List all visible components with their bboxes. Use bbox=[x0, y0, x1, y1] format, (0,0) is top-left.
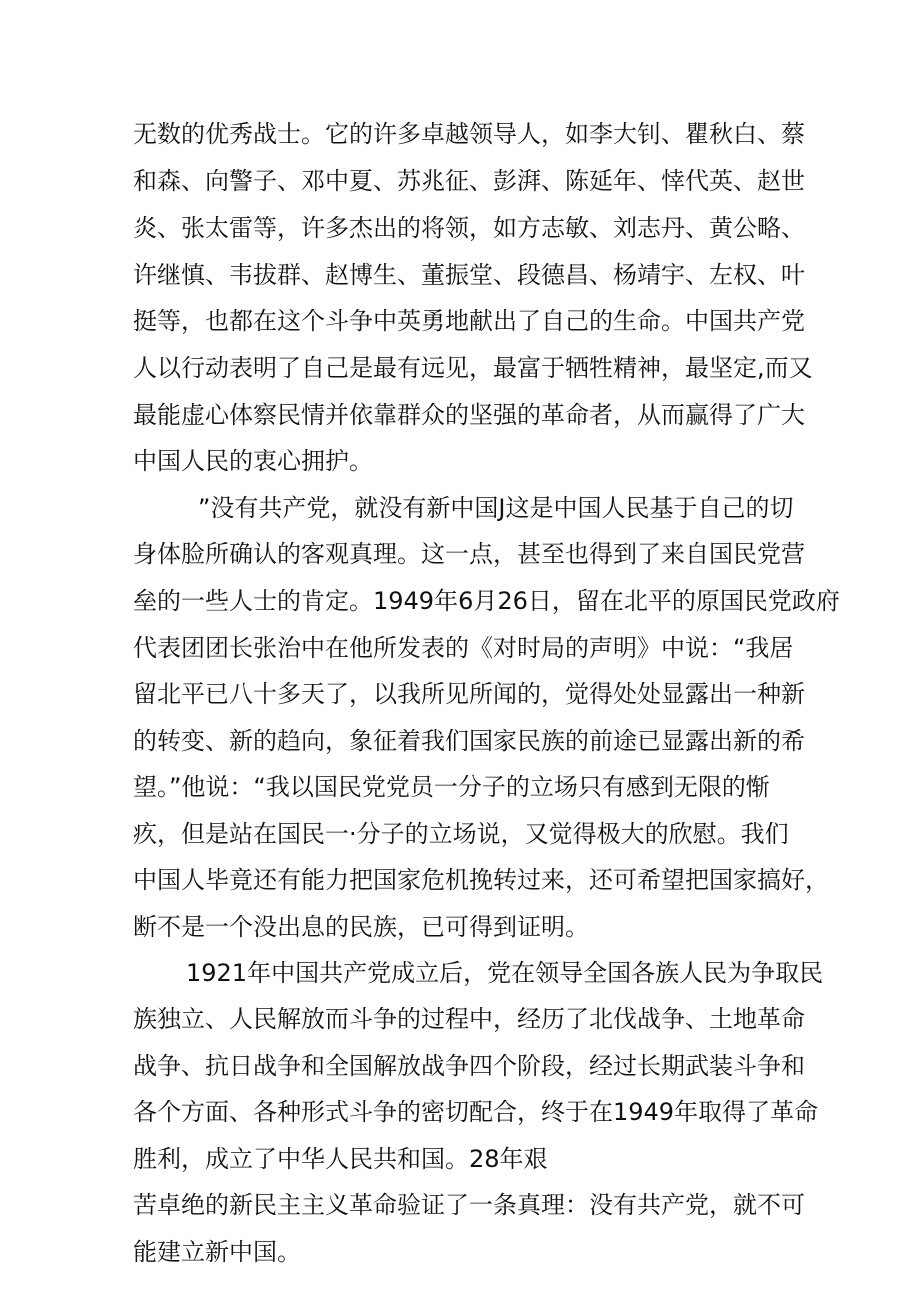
paragraph-1-line-1: 无数的优秀战士。它的许多卓越领导人，如李大钊、瞿秋白、蔡 bbox=[133, 120, 805, 148]
paragraph-2-line-6: 的转变、新的趋向，象征着我们国家民族的前途已显露出新的希 bbox=[133, 727, 805, 755]
paragraph-4-line-1: 苦卓绝的新民主主义革命验证了一条真理：没有共产党，就不可 bbox=[133, 1191, 805, 1219]
paragraph-2-line-5: 留北平已八十多天了，以我所见所闻的，觉得处处显露出一种新 bbox=[133, 680, 805, 708]
paragraph-1-line-6: 人以行动表明了自己是最有远见，最富于牺牲精神，最坚定,而又 bbox=[133, 354, 813, 382]
paragraph-1-line-8: 中国人民的衷心拥护。 bbox=[133, 447, 373, 475]
paragraph-3-line-2: 族独立、人民解放而斗争的过程中，经历了北伐战争、土地革命 bbox=[133, 1005, 805, 1033]
paragraph-4-line-2: 能建立新中国。 bbox=[133, 1238, 301, 1266]
paragraph-3-line-1: 1921年中国共产党成立后，党在领导全国各族人民为争取民 bbox=[186, 959, 824, 987]
paragraph-1-line-7: 最能虚心体察民情并依靠群众的坚强的革命者，从而赢得了广大 bbox=[133, 401, 805, 429]
paragraph-1-line-3: 炎、张太雷等，许多杰出的将领，如方志敏、刘志丹、黄公略、 bbox=[133, 214, 805, 242]
paragraph-2-line-10: 断不是一个没出息的民族，已可得到证明。 bbox=[133, 913, 589, 941]
paragraph-1-line-5: 挺等，也都在这个斗争中英勇地献出了自己的生命。中国共产党 bbox=[133, 307, 805, 335]
paragraph-2-line-1: ”没有共产党，就没有新中国J这是中国人民基于自己的切 bbox=[198, 494, 794, 522]
paragraph-2-line-9: 中国人毕竟还有能力把国家危机挽转过来，还可希望把国家搞好， bbox=[133, 866, 829, 894]
paragraph-1-line-2: 和森、向警子、邓中夏、苏兆征、彭湃、陈延年、悻代英、赵世 bbox=[133, 167, 805, 195]
paragraph-2-line-3: 垒的一些人士的肯定。1949年6月26日，留在北平的原国民党政府 bbox=[133, 587, 840, 615]
paragraph-2-line-7: 望。”他说：“我以国民党党员一分子的立场只有感到无限的惭 bbox=[133, 773, 770, 801]
paragraph-3-line-3: 战争、抗日战争和全国解放战争四个阶段，经过长期武装斗争和 bbox=[133, 1052, 805, 1080]
paragraph-2-line-8: 疚，但是站在国民一·分子的立场说，又觉得极大的欣慰。我们 bbox=[133, 820, 789, 848]
paragraph-2-line-4: 代表团团长张治中在他所发表的《对时局的声明》中说：“我居 bbox=[133, 634, 794, 662]
paragraph-3-line-4: 各个方面、各种形式斗争的密切配合，终于在1949年取得了革命 bbox=[133, 1098, 819, 1126]
paragraph-2-line-2: 身体脸所确认的客观真理。这一点，甚至也得到了来自国民党营 bbox=[133, 540, 805, 568]
paragraph-3-line-5: 胜利，成立了中华人民共和国。28年艰 bbox=[133, 1145, 548, 1173]
paragraph-1-line-4: 许继慎、韦拔群、赵博生、董振堂、段德昌、杨靖宇、左权、叶 bbox=[133, 261, 805, 289]
